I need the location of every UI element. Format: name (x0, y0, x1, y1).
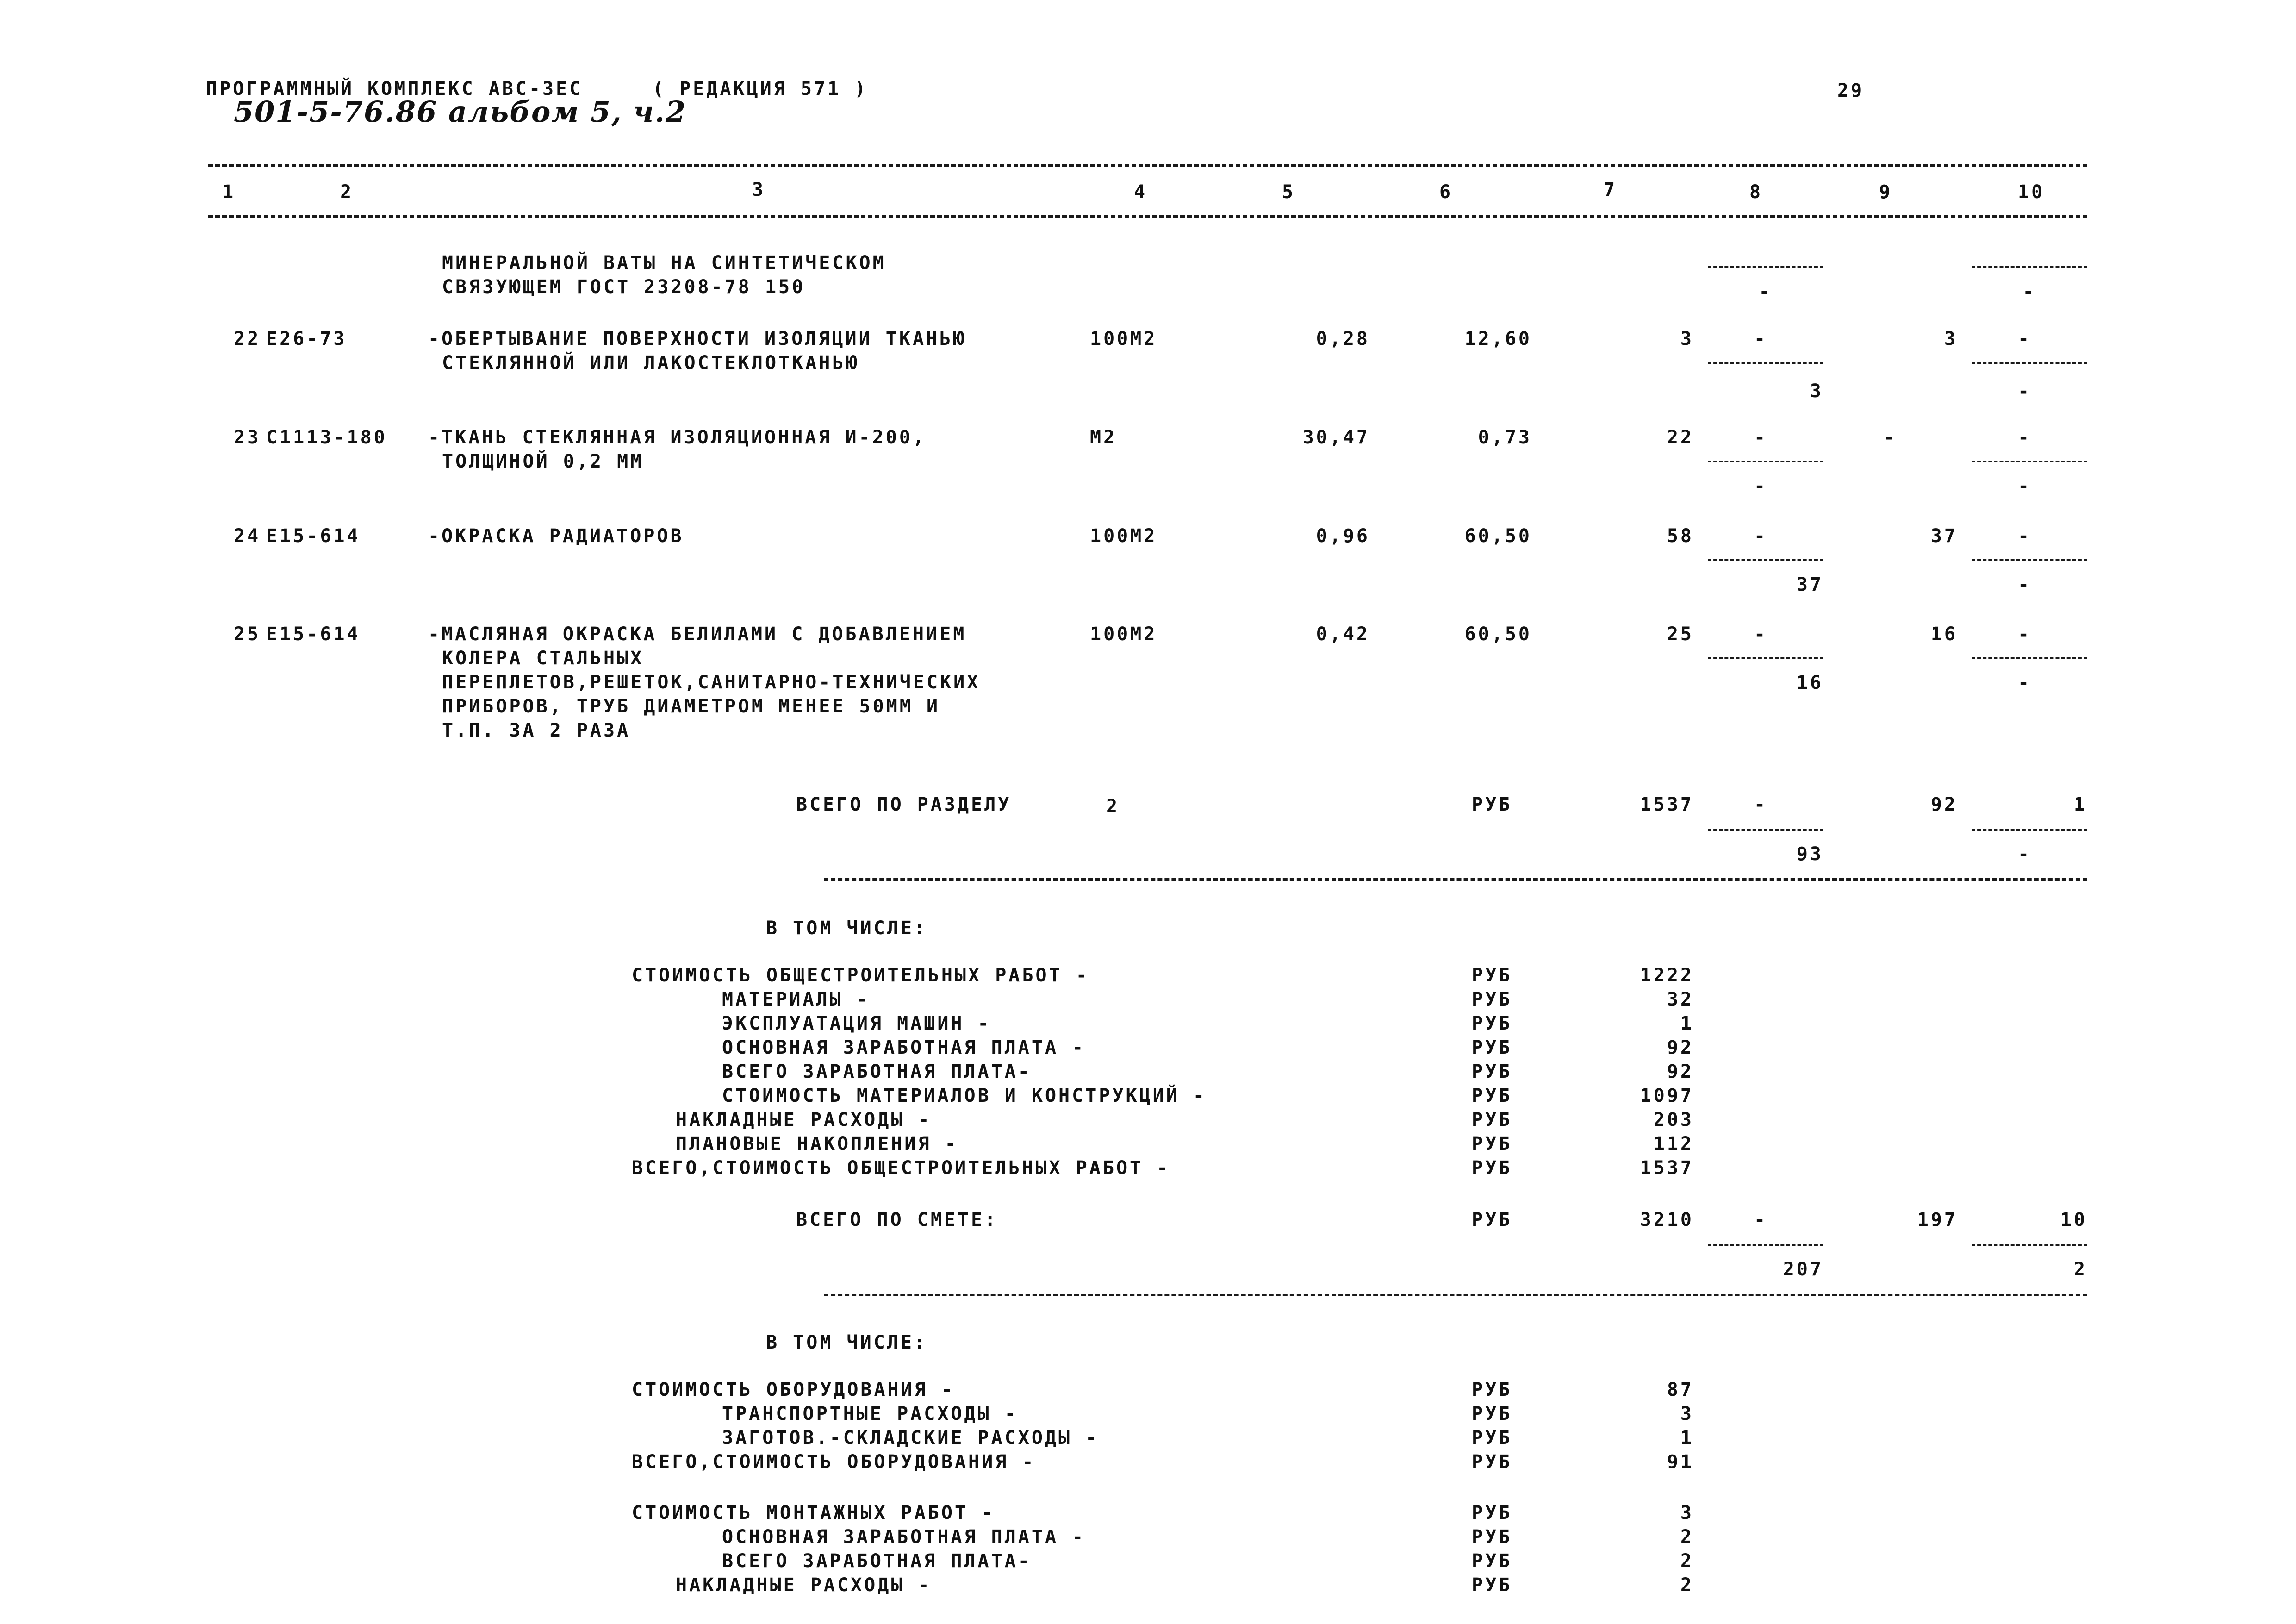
col10-fraction-line (1972, 657, 2087, 659)
col10-fraction-line (1972, 1244, 2087, 1246)
breakdown-value: 91 (1667, 1451, 1694, 1473)
breakdown-value: 1 (1680, 1013, 1694, 1034)
section-total-value: 1537 (1640, 794, 1694, 815)
estimate-total-label: ВСЕГО ПО СМЕТЕ: (796, 1209, 998, 1230)
breakdown-label: ВСЕГО,СТОИМОСТЬ ОБОРУДОВАНИЯ - (632, 1451, 1036, 1473)
breakdown-value: 203 (1653, 1109, 1694, 1131)
estimate-col10-bottom: 2 (2073, 1259, 2087, 1280)
row-col10-bottom: - (2018, 672, 2032, 693)
breakdown-unit: РУБ (1472, 1526, 1512, 1548)
col8-fraction-line (1708, 1244, 1823, 1246)
breakdown-label: ВСЕГО,СТОИМОСТЬ ОБЩЕСТРОИТЕЛЬНЫХ РАБОТ - (632, 1157, 1170, 1179)
estimate-col9: 197 (1917, 1209, 1958, 1230)
breakdown-value: 2 (1680, 1550, 1694, 1572)
including-label: В ТОМ ЧИСЛЕ: (766, 1332, 927, 1353)
breakdown-value: 3 (1680, 1403, 1694, 1424)
col-header-4: 4 (1134, 181, 1148, 203)
col10-fraction-line (1972, 362, 2087, 364)
row-desc-line: ТОЛЩИНОЙ 0,2 ММ (442, 451, 644, 472)
row-col8-bottom: - (1759, 281, 1773, 302)
row-price: 60,50 (1464, 624, 1532, 645)
breakdown-value: 87 (1667, 1379, 1694, 1400)
breakdown-label: СТОИМОСТЬ ОБОРУДОВАНИЯ - (632, 1379, 955, 1400)
breakdown-unit: РУБ (1472, 1550, 1512, 1572)
row-col8-top: - (1754, 525, 1768, 547)
header-top-rule (208, 164, 2087, 167)
breakdown-unit: РУБ (1472, 1427, 1512, 1449)
breakdown-label: ВСЕГО ЗАРАБОТНАЯ ПЛАТА- (722, 1061, 1032, 1082)
col-header-5: 5 (1282, 181, 1296, 203)
breakdown-label: ОСНОВНАЯ ЗАРАБОТНАЯ ПЛАТА - (722, 1526, 1086, 1548)
row-col10-bottom: - (2018, 475, 2032, 497)
row-qty: 30,47 (1302, 427, 1370, 448)
col8-fraction-line (1708, 657, 1823, 659)
row-desc-line: СТЕКЛЯННОЙ ИЛИ ЛАКОСТЕКЛОТКАНЬЮ (442, 352, 859, 374)
row-col10-top: - (2018, 525, 2032, 547)
row-col8-bottom: - (1754, 475, 1768, 497)
estimate-col8-top: - (1754, 1209, 1768, 1230)
row-desc-line: Т.П. ЗА 2 РАЗА (442, 720, 631, 741)
breakdown-unit: РУБ (1472, 1379, 1512, 1400)
breakdown-label: МАТЕРИАЛЫ - (722, 989, 870, 1010)
row-total: 3 (1680, 328, 1694, 350)
section-col10-bottom: - (2018, 843, 2032, 865)
breakdown-label: ОСНОВНАЯ ЗАРАБОТНАЯ ПЛАТА - (722, 1037, 1086, 1058)
breakdown-unit: РУБ (1472, 1061, 1512, 1082)
breakdown-unit: РУБ (1472, 989, 1512, 1010)
breakdown-value: 3 (1680, 1502, 1694, 1524)
estimate-col8-bottom: 207 (1783, 1259, 1823, 1280)
breakdown-label: СТОИМОСТЬ МАТЕРИАЛОВ И КОНСТРУКЦИЙ - (722, 1085, 1207, 1106)
breakdown-label: ПЛАНОВЫЕ НАКОПЛЕНИЯ - (676, 1133, 958, 1155)
col8-fraction-line (1708, 829, 1823, 831)
row-col9: 3 (1944, 328, 1958, 350)
breakdown-unit: РУБ (1472, 1574, 1512, 1596)
row-unit: 100М2 (1090, 525, 1157, 547)
edition-label: ( РЕДАКЦИЯ 571 ) (653, 78, 868, 100)
row-col10-top: - (2018, 624, 2032, 645)
col-header-7: 7 (1604, 179, 1618, 200)
row-number: 23 (234, 427, 261, 448)
row-number: 22 (234, 328, 261, 350)
row-col10-bottom: - (2022, 281, 2036, 302)
row-col10-top: - (2018, 427, 2032, 448)
breakdown-unit: РУБ (1472, 965, 1512, 986)
breakdown-value: 32 (1667, 989, 1694, 1010)
col-header-2: 2 (340, 181, 354, 203)
row-col10-bottom: - (2018, 381, 2032, 402)
breakdown-unit: РУБ (1472, 1037, 1512, 1058)
breakdown-value: 92 (1667, 1037, 1694, 1058)
breakdown-label: НАКЛАДНЫЕ РАСХОДЫ - (676, 1574, 932, 1596)
breakdown-value: 1222 (1640, 965, 1694, 986)
breakdown-unit: РУБ (1472, 1013, 1512, 1034)
section-col10-top: 1 (2073, 794, 2087, 815)
col-header-8: 8 (1749, 181, 1763, 203)
col10-fraction-line (1972, 559, 2087, 561)
including-label: В ТОМ ЧИСЛЕ: (766, 918, 927, 939)
row-total: 22 (1667, 427, 1694, 448)
row-desc-line: КОЛЕРА СТАЛЬНЫХ (442, 648, 644, 669)
col10-fraction-line (1972, 266, 2087, 268)
breakdown-label: ЗАГОТОВ.-СКЛАДСКИЕ РАСХОДЫ - (722, 1427, 1099, 1449)
breakdown-label: СТОИМОСТЬ ОБЩЕСТРОИТЕЛЬНЫХ РАБОТ - (632, 965, 1089, 986)
row-desc-line: -ТКАНЬ СТЕКЛЯННАЯ ИЗОЛЯЦИОННАЯ И-200, (428, 427, 927, 448)
breakdown-unit: РУБ (1472, 1403, 1512, 1424)
estimate-total-unit: РУБ (1472, 1209, 1512, 1230)
row-number: 24 (234, 525, 261, 547)
section-col8-top: - (1754, 794, 1768, 815)
col10-fraction-line (1972, 461, 2087, 462)
row-desc-line: -МАСЛЯНАЯ ОКРАСКА БЕЛИЛАМИ С ДОБАВЛЕНИЕМ (428, 624, 967, 645)
row-col9: 16 (1930, 624, 1958, 645)
breakdown-value: 2 (1680, 1526, 1694, 1548)
row-desc-line: ПРИБОРОВ, ТРУБ ДИАМЕТРОМ МЕНЕЕ 50ММ И (442, 696, 940, 717)
section-col8-bottom: 93 (1796, 843, 1823, 865)
row-code: Е26-73 (266, 328, 347, 350)
breakdown-label: СТОИМОСТЬ МОНТАЖНЫХ РАБОТ - (632, 1502, 996, 1524)
breakdown-label: ВСЕГО ЗАРАБОТНАЯ ПЛАТА- (722, 1550, 1032, 1572)
section-col9: 92 (1930, 794, 1958, 815)
breakdown-value: 112 (1653, 1133, 1694, 1155)
row-price: 0,73 (1478, 427, 1532, 448)
breakdown-value: 92 (1667, 1061, 1694, 1082)
col-header-9: 9 (1879, 181, 1893, 203)
breakdown-label: ТРАНСПОРТНЫЕ РАСХОДЫ - (722, 1403, 1018, 1424)
row-qty: 0,96 (1316, 525, 1370, 547)
col8-fraction-line (1708, 266, 1823, 268)
row-col8-top: - (1754, 427, 1768, 448)
row-unit: 100М2 (1090, 328, 1157, 350)
col10-fraction-line (1972, 829, 2087, 831)
header-bottom-rule (208, 215, 2087, 218)
row-desc-line: МИНЕРАЛЬНОЙ ВАТЫ НА СИНТЕТИЧЕСКОМ (442, 252, 886, 274)
row-desc-line: -ОКРАСКА РАДИАТОРОВ (428, 525, 684, 547)
handwritten-album-note: 501-5-76.86 альбом 5, ч.2 (234, 95, 687, 129)
row-col9: - (1884, 427, 1898, 448)
breakdown-value: 1537 (1640, 1157, 1694, 1179)
row-qty: 0,42 (1316, 624, 1370, 645)
page-number: 29 (1837, 80, 1865, 101)
breakdown-unit: РУБ (1472, 1133, 1512, 1155)
breakdown-unit: РУБ (1472, 1109, 1512, 1131)
row-number: 25 (234, 624, 261, 645)
section-total-label: ВСЕГО ПО РАЗДЕЛУ (796, 794, 1012, 815)
row-price: 60,50 (1464, 525, 1532, 547)
col8-fraction-line (1708, 362, 1823, 364)
row-unit: 100М2 (1090, 624, 1157, 645)
estimate-divider-rule (824, 1294, 2087, 1296)
row-col8-bottom: 37 (1796, 574, 1823, 595)
breakdown-value: 1097 (1640, 1085, 1694, 1106)
col8-fraction-line (1708, 559, 1823, 561)
row-desc-line: СВЯЗУЮЩЕМ ГОСТ 23208-78 150 (442, 276, 806, 298)
row-qty: 0,28 (1316, 328, 1370, 350)
breakdown-value: 2 (1680, 1574, 1694, 1596)
section-divider-rule (824, 878, 2087, 881)
breakdown-unit: РУБ (1472, 1157, 1512, 1179)
row-col8-top: - (1754, 624, 1768, 645)
row-col9: 37 (1930, 525, 1958, 547)
breakdown-unit: РУБ (1472, 1451, 1512, 1473)
row-col8-top: - (1754, 328, 1768, 350)
section-number: 2 (1106, 796, 1120, 817)
col-header-6: 6 (1439, 181, 1453, 203)
row-total: 25 (1667, 624, 1694, 645)
program-title: ПРОГРАММНЫЙ КОМПЛЕКС АВС-ЗЕС (206, 78, 583, 100)
col8-fraction-line (1708, 461, 1823, 462)
section-total-unit: РУБ (1472, 794, 1512, 815)
row-col10-top: - (2018, 328, 2032, 350)
estimate-col10-top: 10 (2060, 1209, 2087, 1230)
col-header-1: 1 (222, 181, 236, 203)
breakdown-unit: РУБ (1472, 1085, 1512, 1106)
row-desc-line: ПЕРЕПЛЕТОВ,РЕШЕТОК,САНИТАРНО-ТЕХНИЧЕСКИХ (442, 672, 981, 693)
row-code: Е15-614 (266, 624, 361, 645)
breakdown-unit: РУБ (1472, 1502, 1512, 1524)
row-col10-bottom: - (2018, 574, 2032, 595)
col-header-3: 3 (752, 179, 766, 200)
row-total: 58 (1667, 525, 1694, 547)
breakdown-label: НАКЛАДНЫЕ РАСХОДЫ - (676, 1109, 932, 1131)
estimate-total-value: 3210 (1640, 1209, 1694, 1230)
row-code: С1113-180 (266, 427, 387, 448)
row-price: 12,60 (1464, 328, 1532, 350)
breakdown-label: ЭКСПЛУАТАЦИЯ МАШИН - (722, 1013, 991, 1034)
row-col8-bottom: 3 (1810, 381, 1823, 402)
breakdown-value: 1 (1680, 1427, 1694, 1449)
row-code: Е15-614 (266, 525, 361, 547)
col-header-10: 10 (2018, 181, 2045, 203)
row-unit: М2 (1090, 427, 1117, 448)
row-col8-bottom: 16 (1796, 672, 1823, 693)
row-desc-line: -ОБЕРТЫВАНИЕ ПОВЕРХНОСТИ ИЗОЛЯЦИИ ТКАНЬЮ (428, 328, 967, 350)
